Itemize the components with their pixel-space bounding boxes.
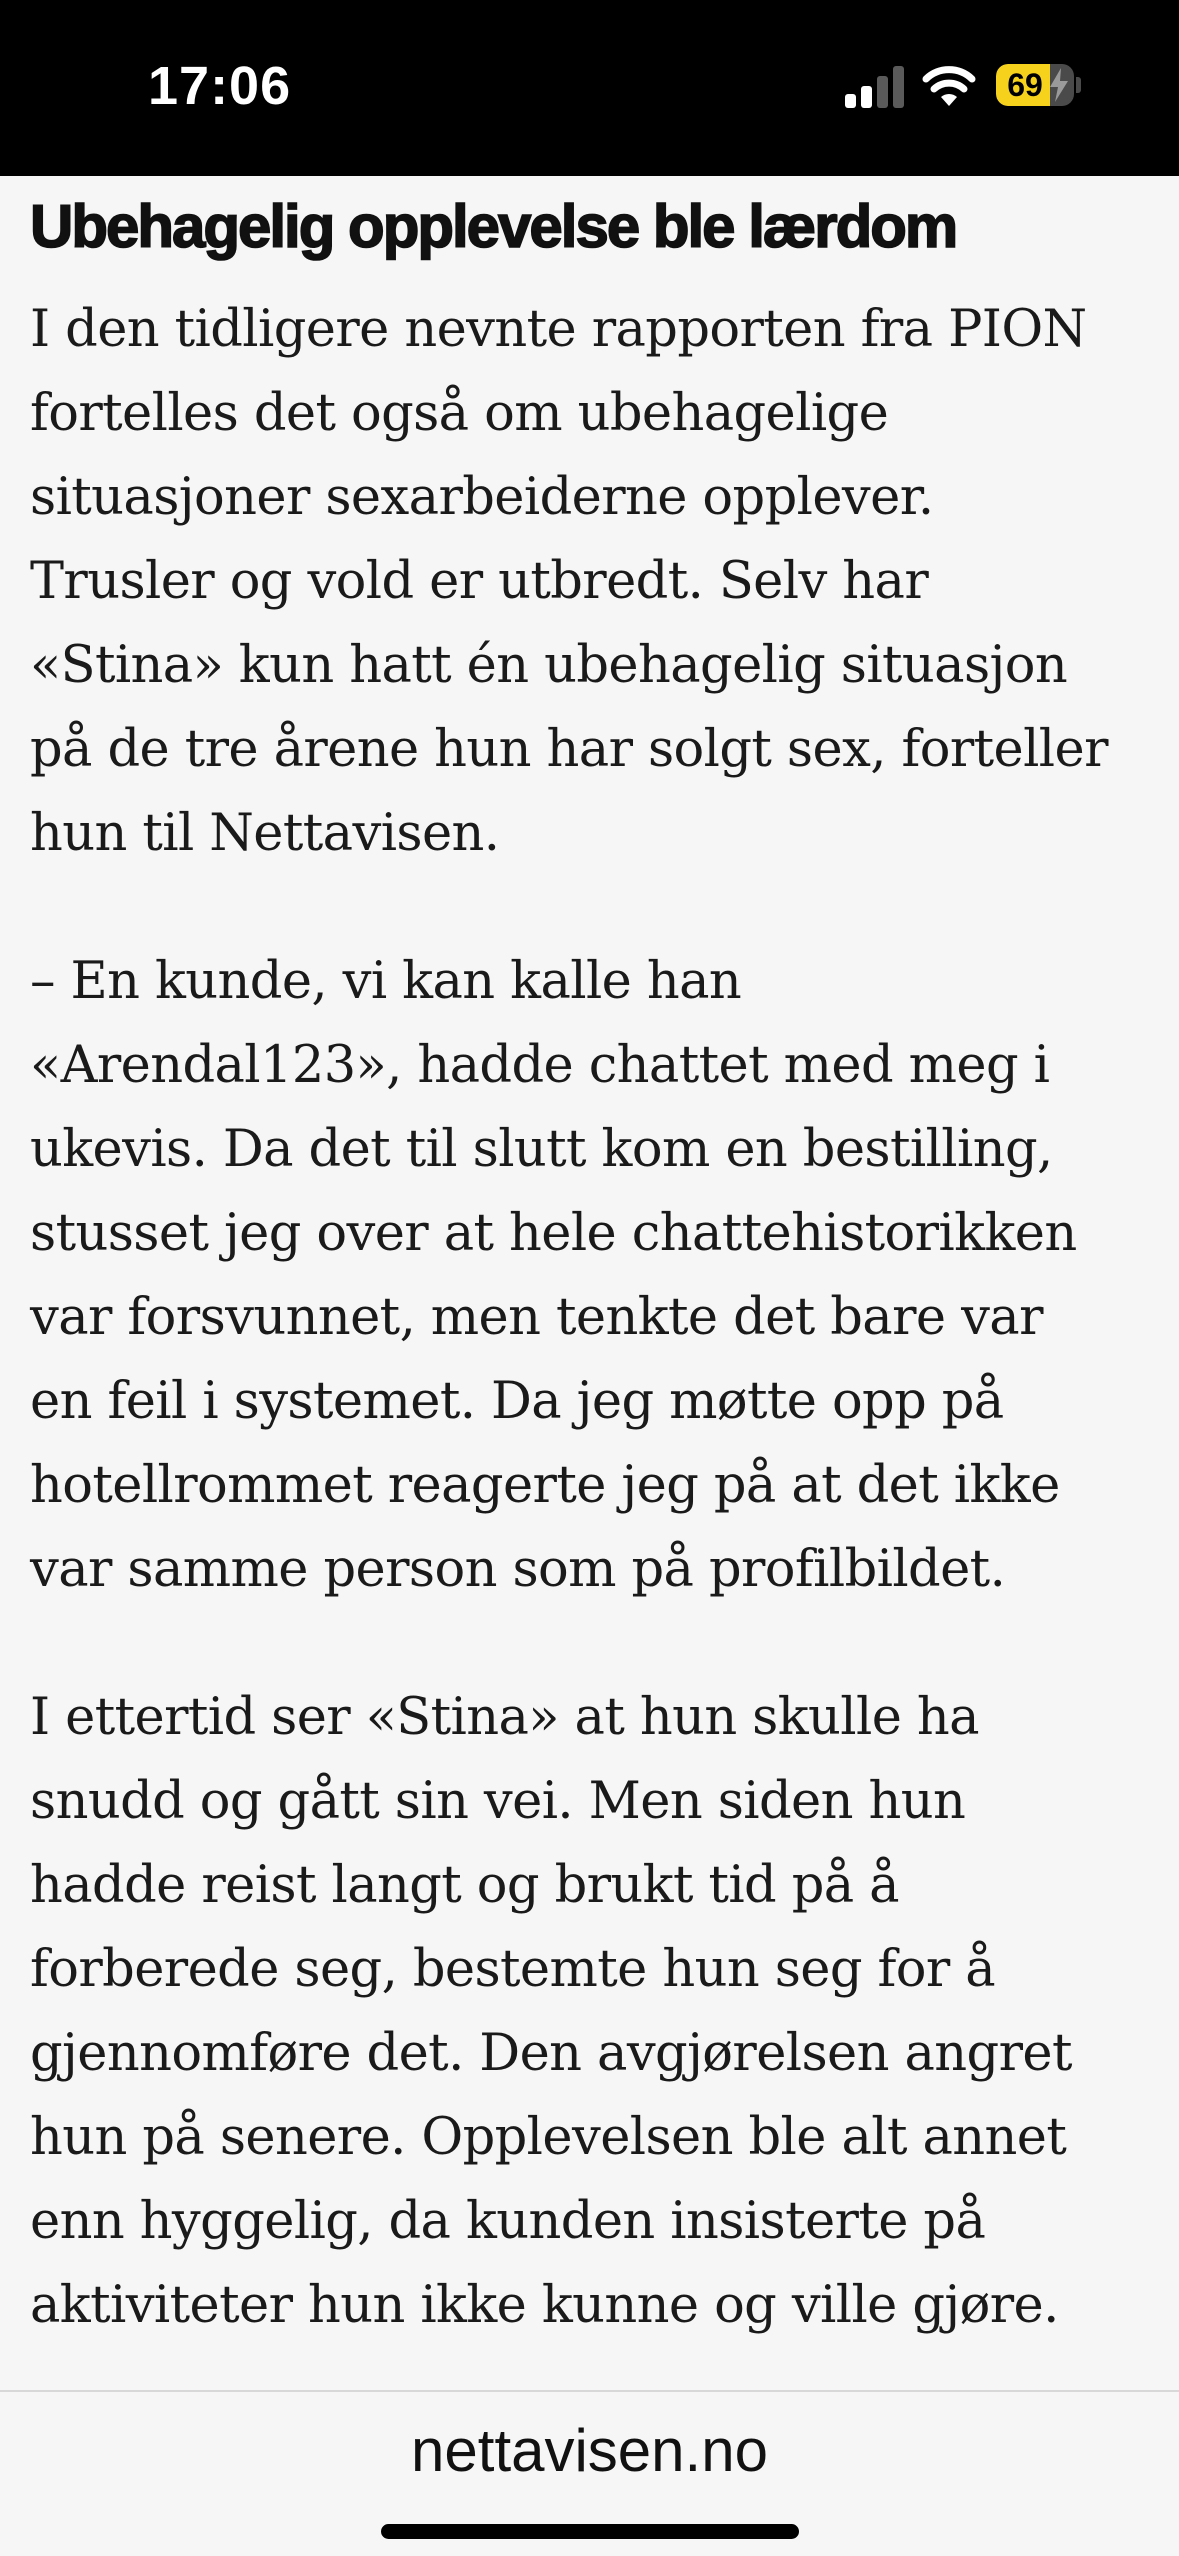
paragraph-line: enn hyggelig, da kunden insisterte på	[30, 2192, 986, 2251]
paragraph-line: på de tre årene hun har solgt sex, forteller	[30, 720, 1108, 779]
paragraph-line: hun på senere. Opplevelsen ble alt annet	[30, 2108, 1067, 2167]
paragraph-line: forberede seg, bestemte hun seg for å	[30, 1940, 996, 1999]
wifi-icon	[922, 60, 976, 108]
paragraph-line: fortelles det også om ubehagelige	[30, 384, 889, 443]
article-paragraph-2	[30, 940, 1150, 1612]
paragraph-line: Trusler og vold er utbredt. Selv har	[30, 552, 929, 611]
status-bar	[0, 0, 1179, 176]
paragraph-line: gjennomføre det. Den avgjørelsen angret	[30, 2024, 1072, 2083]
cellular-signal-icon	[845, 66, 905, 108]
home-indicator[interactable]	[381, 2524, 799, 2539]
paragraph-line: stusset jeg over at hele chattehistorikken	[30, 1204, 1077, 1263]
paragraph-line: var forsvunnet, men tenkte det bare var	[30, 1288, 1043, 1347]
paragraph-line: hadde reist langt og brukt tid på å	[30, 1856, 899, 1915]
paragraph-line: snudd og gått sin vei. Men siden hun	[30, 1772, 966, 1831]
paragraph-line: «Arendal123», hadde chattet med meg i	[30, 1036, 1050, 1095]
paragraph-line: aktiviteter hun ikke kunne og ville gjøre.	[30, 2276, 1059, 2335]
article-paragraph-1	[30, 288, 1150, 876]
paragraph-line: situasjoner sexarbeiderne opplever.	[30, 468, 934, 527]
status-time: 17:06	[148, 56, 292, 116]
paragraph-line: en feil i systemet. Da jeg møtte opp på	[30, 1372, 1004, 1431]
paragraph-line: hun til Nettavisen.	[30, 804, 500, 863]
paragraph-line: «Stina» kun hatt én ubehagelig situasjon	[30, 636, 1068, 695]
article-body	[30, 190, 1150, 2348]
paragraph-line: ukevis. Da det til slutt kom en bestilling,	[30, 1120, 1053, 1179]
paragraph-line: – En kunde, vi kan kalle han	[30, 952, 742, 1011]
paragraph-line: hotellrommet reagerte jeg på at det ikke	[30, 1456, 1060, 1515]
address-bar-url[interactable]: nettavisen.no	[411, 2417, 768, 2484]
battery-cap	[1076, 77, 1081, 93]
article-heading: Ubehagelig opplevelse ble lærdom	[30, 193, 957, 260]
battery-icon	[996, 64, 1078, 106]
article-paragraph-3	[30, 1676, 1150, 2348]
browser-bottom-bar	[0, 2390, 1179, 2556]
paragraph-line: var samme person som på profilbildet.	[30, 1540, 1006, 1599]
paragraph-line: I ettertid ser «Stina» at hun skulle ha	[30, 1688, 979, 1747]
battery-body	[996, 64, 1074, 106]
paragraph-line: I den tidligere nevnte rapporten fra PION	[30, 300, 1087, 359]
charging-bolt-icon	[1048, 68, 1070, 102]
battery-level: 69	[1007, 67, 1043, 103]
